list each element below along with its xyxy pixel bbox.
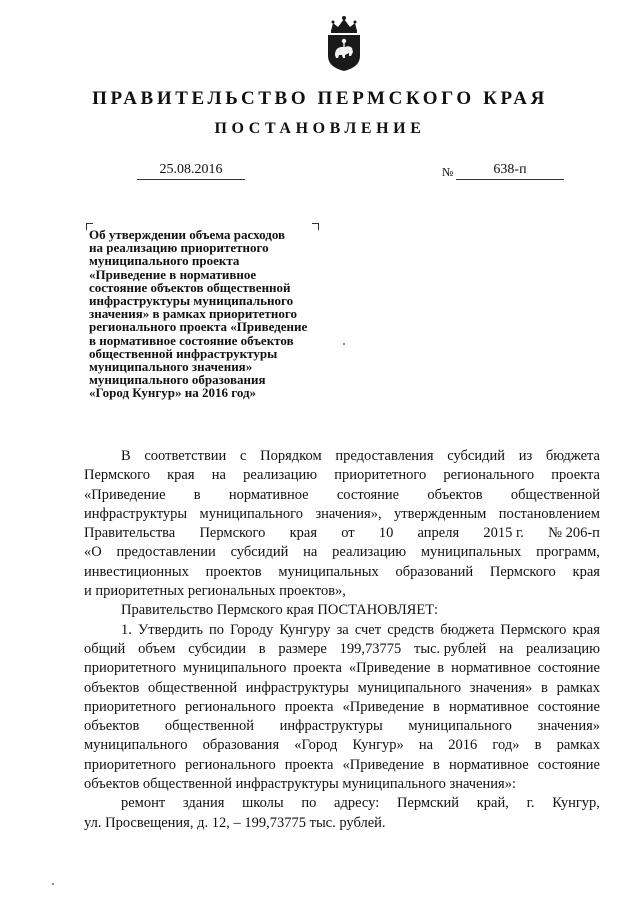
word: «О bbox=[84, 544, 102, 561]
word: на bbox=[499, 640, 514, 657]
word: состояние bbox=[537, 698, 600, 715]
document-date: 25.08.2016 bbox=[137, 161, 245, 180]
word: регионального bbox=[185, 756, 276, 773]
body-line bbox=[84, 563, 600, 582]
word: края bbox=[572, 563, 600, 580]
subject-line: на реализацию приоритетного bbox=[89, 240, 269, 256]
subject-line: муниципального образования bbox=[89, 372, 266, 388]
word: рамках bbox=[556, 737, 600, 754]
word: Пермский bbox=[396, 795, 460, 812]
word: муниципального bbox=[182, 660, 287, 677]
body-line bbox=[84, 621, 600, 640]
word: средств bbox=[387, 621, 435, 638]
body-line bbox=[84, 717, 600, 736]
body-line bbox=[84, 679, 600, 698]
word: нормативное bbox=[451, 660, 531, 677]
word: приоритетного bbox=[84, 660, 176, 677]
word: муниципального bbox=[84, 737, 188, 754]
word: программ, bbox=[536, 544, 600, 561]
body-line: и приоритетных региональных проектов», bbox=[84, 583, 346, 600]
word: размере bbox=[278, 640, 327, 657]
word: нормативное bbox=[448, 756, 529, 773]
body-line bbox=[84, 447, 600, 466]
word: края bbox=[572, 621, 600, 638]
word: предоставлении bbox=[116, 544, 216, 561]
word: образования bbox=[202, 737, 280, 754]
word: ремонт bbox=[121, 795, 166, 812]
word: муниципального bbox=[408, 718, 512, 735]
word: на bbox=[303, 544, 318, 561]
word: на bbox=[211, 467, 226, 484]
scan-artifact bbox=[52, 883, 54, 885]
subject-line: значения» в рамках приоритетного bbox=[89, 306, 297, 322]
word: общественной bbox=[148, 679, 238, 696]
word: приоритетного bbox=[334, 467, 427, 484]
word: субсидий bbox=[447, 448, 505, 464]
word: Порядком bbox=[260, 448, 322, 464]
word: 2015 г. bbox=[483, 525, 524, 542]
body-line bbox=[84, 505, 600, 524]
word: проектов bbox=[205, 563, 262, 580]
word: № 206-п bbox=[548, 525, 600, 542]
body-line: ул. Просвещения, д. 12, – 199,73775 тыс. рублей. bbox=[84, 814, 386, 831]
word: приоритетного bbox=[84, 698, 176, 715]
word: общественной bbox=[164, 718, 255, 735]
subject-line: «Город Кунгур» на 2016 год» bbox=[89, 385, 257, 401]
paragraph-decree: Правительство Пермского края ПОСТАНОВЛЯЕТ: bbox=[121, 602, 439, 619]
word: «Приведение bbox=[342, 698, 424, 715]
word: реализацию bbox=[243, 467, 318, 484]
word: на bbox=[418, 737, 434, 754]
document-type: ПОСТАНОВЛЕНИЕ bbox=[214, 120, 426, 137]
paragraph-basis bbox=[84, 447, 600, 601]
subject-line: инфраструктуры муниципального bbox=[89, 293, 294, 309]
word: год» bbox=[492, 737, 520, 754]
word: 2016 bbox=[448, 737, 478, 754]
word: в bbox=[258, 640, 266, 657]
word: «Город bbox=[294, 737, 338, 754]
word: инфраструктуры bbox=[279, 718, 383, 735]
word: объектов bbox=[84, 679, 140, 696]
word: объектов bbox=[427, 486, 483, 503]
word: «Приведение bbox=[84, 486, 166, 503]
word: 1. bbox=[121, 621, 132, 638]
body-line bbox=[84, 543, 600, 562]
subject-line: состояние объектов общественной bbox=[89, 279, 291, 295]
word: Кунгуру bbox=[279, 621, 331, 638]
word: Кунгур, bbox=[552, 795, 600, 812]
subject-line: регионального проекта «Приведение bbox=[89, 319, 308, 335]
word: проекта bbox=[284, 698, 334, 715]
word: инвестиционных bbox=[84, 563, 189, 580]
word: за bbox=[336, 621, 349, 638]
word: субсидии bbox=[188, 640, 246, 657]
word: соответствии bbox=[144, 448, 227, 464]
word: Утвердить bbox=[137, 621, 203, 638]
document-number: 638-п bbox=[456, 161, 564, 180]
word: по bbox=[209, 621, 225, 638]
word: «Приведение bbox=[348, 660, 431, 677]
word: значения» bbox=[469, 679, 533, 696]
word: образований bbox=[395, 563, 474, 580]
body-line bbox=[84, 794, 600, 813]
word: из bbox=[518, 448, 533, 464]
word: по bbox=[301, 795, 317, 812]
government-title: ПРАВИТЕЛЬСТВО ПЕРМСКОГО КРАЯ bbox=[92, 88, 548, 109]
word: субсидий bbox=[230, 544, 289, 561]
word: здания bbox=[182, 795, 225, 812]
number-sign: № bbox=[442, 165, 454, 179]
word: объем bbox=[138, 640, 176, 657]
word: бюджета bbox=[545, 448, 600, 464]
body-line bbox=[84, 756, 600, 775]
word: 10 bbox=[378, 525, 394, 542]
body-line bbox=[84, 659, 600, 678]
word: проекта bbox=[293, 660, 342, 677]
word: значения», bbox=[315, 505, 382, 522]
body-line: объектов общественной инфраструктуры муниципального значения»: bbox=[84, 776, 517, 793]
word: предоставления bbox=[335, 448, 434, 464]
word: «Приведение bbox=[342, 756, 424, 773]
subject-line: муниципального значения» bbox=[89, 359, 253, 375]
word: инфраструктуры bbox=[245, 679, 349, 696]
word: от bbox=[341, 525, 355, 542]
word: инфраструктуры bbox=[84, 505, 188, 522]
word: в bbox=[437, 660, 445, 677]
subject-block bbox=[89, 228, 349, 400]
word: нормативное bbox=[448, 698, 529, 715]
word: в bbox=[433, 698, 440, 715]
body-line bbox=[84, 486, 600, 505]
word: муниципального bbox=[357, 679, 462, 696]
word: тыс. рублей bbox=[413, 640, 487, 657]
paragraph-item-1 bbox=[84, 621, 600, 795]
word: Правительства bbox=[84, 525, 176, 542]
word: 199,73775 bbox=[339, 640, 402, 657]
word: Пермского bbox=[489, 563, 556, 580]
word: регионального bbox=[185, 698, 276, 715]
subject-line: «Приведение в нормативное bbox=[89, 266, 257, 282]
word: Пермского bbox=[500, 621, 567, 638]
scan-artifact bbox=[343, 343, 345, 345]
body-line bbox=[84, 640, 600, 659]
word: нормативное bbox=[228, 486, 309, 503]
word: с bbox=[240, 448, 247, 464]
word: муниципальных bbox=[278, 563, 379, 580]
word: в bbox=[534, 737, 542, 754]
word: Городу bbox=[230, 621, 274, 638]
word: приоритетного bbox=[84, 756, 176, 773]
word: в bbox=[193, 486, 201, 503]
body-line bbox=[84, 698, 600, 717]
word: объектов bbox=[84, 718, 140, 735]
word: состояние bbox=[537, 660, 600, 677]
word: постановлением bbox=[498, 505, 600, 522]
word: значения» bbox=[537, 718, 600, 735]
subject-line: Об утверждении объема расходов bbox=[89, 227, 286, 242]
word: муниципального bbox=[199, 505, 304, 522]
word: края bbox=[289, 525, 318, 542]
word: Пермского bbox=[84, 467, 150, 484]
word: края bbox=[167, 467, 195, 484]
word: рамках bbox=[556, 679, 600, 696]
word: муниципальных bbox=[420, 544, 522, 561]
word: апреля bbox=[417, 525, 460, 542]
body-line bbox=[84, 524, 600, 543]
document-body bbox=[84, 447, 600, 833]
word: Кунгур» bbox=[352, 737, 404, 754]
word: проекта bbox=[551, 467, 600, 484]
word: общественной bbox=[510, 486, 600, 503]
shield-icon bbox=[328, 35, 360, 71]
word: бюджета bbox=[440, 621, 495, 638]
word: состояние bbox=[537, 756, 600, 773]
crown-icon bbox=[331, 16, 357, 33]
word: общий bbox=[84, 640, 126, 657]
word: в bbox=[433, 756, 440, 773]
word: счет bbox=[354, 621, 382, 638]
word: школы bbox=[242, 795, 284, 812]
word: реализацию bbox=[332, 544, 407, 561]
subject-line: общественной инфраструктуры bbox=[89, 345, 278, 361]
word: г. bbox=[526, 795, 535, 812]
body-line bbox=[84, 736, 600, 755]
word: реализацию bbox=[526, 640, 600, 657]
word: адресу: bbox=[334, 795, 380, 812]
body-line bbox=[84, 466, 600, 485]
word: В bbox=[121, 448, 131, 464]
word: регионального bbox=[443, 467, 535, 484]
word: Пермского bbox=[199, 525, 266, 542]
paragraph-repair bbox=[84, 794, 600, 833]
word: проекта bbox=[284, 756, 334, 773]
word: в bbox=[541, 679, 548, 696]
perm-krai-coat-of-arms-icon bbox=[322, 14, 366, 72]
subject-line: в нормативное состояние объектов bbox=[89, 332, 294, 348]
word: состояние bbox=[336, 486, 400, 503]
subject-line: муниципального проекта bbox=[89, 253, 240, 269]
word: утвержденным bbox=[394, 505, 487, 522]
word: край, bbox=[476, 795, 509, 812]
